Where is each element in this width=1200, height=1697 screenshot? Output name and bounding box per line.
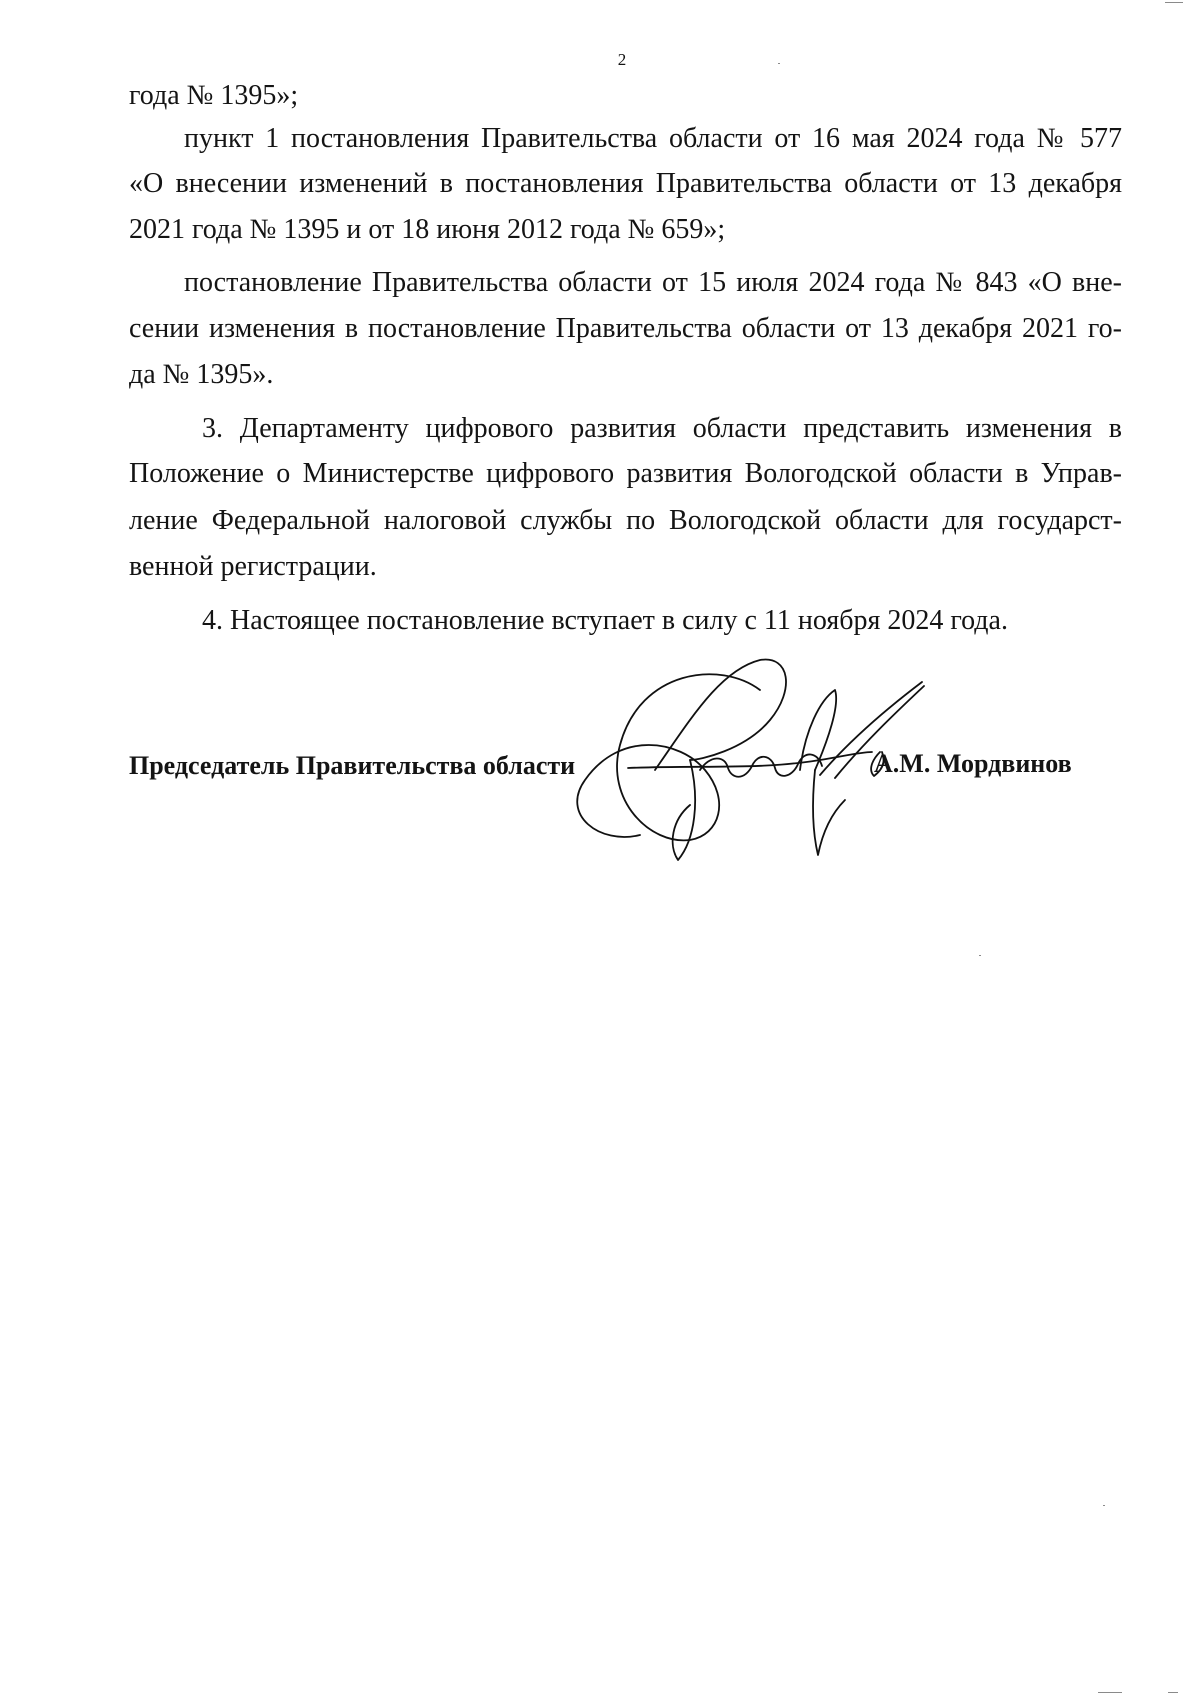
body-line: Положение о Министерстве цифрового развития Вологодской области в Управ- xyxy=(129,458,1122,489)
scan-speck xyxy=(1103,1505,1105,1506)
scan-speck xyxy=(778,63,780,64)
body-line: венной регистрации. xyxy=(129,551,377,582)
body-line: года № 1395»; xyxy=(129,80,299,111)
page-number: 2 xyxy=(617,50,627,69)
body-line: 4. Настоящее постановление вступает в силу с 11 ноября 2024 года. xyxy=(202,605,1008,636)
signer-position-title: Председатель Правительства области xyxy=(129,751,576,780)
body-line: постановление Правительства области от 15 июля 2024 года № 843 «О вне- xyxy=(184,267,1122,298)
scan-speck xyxy=(979,955,981,956)
body-line: 3. Департаменту цифрового развития области представить изменения в xyxy=(202,413,1122,444)
scan-speck xyxy=(1165,2,1183,3)
body-line: 2021 года № 1395 и от 18 июня 2012 года № 659»; xyxy=(129,214,726,245)
body-line: ление Федеральной налоговой службы по Вологодской области для государст- xyxy=(129,505,1122,536)
scan-speck xyxy=(1098,1692,1122,1693)
body-line: да № 1395». xyxy=(129,359,274,390)
body-line: «О внесении изменений в постановления Правительства области от 13 декабря xyxy=(129,168,1122,199)
scan-speck xyxy=(1168,1692,1178,1693)
signer-name: А.М. Мордвинов xyxy=(874,749,1072,778)
body-line: пункт 1 постановления Правительства области от 16 мая 2024 года № 577 xyxy=(184,123,1122,154)
body-line: сении изменения в постановление Правительства области от 13 декабря 2021 го- xyxy=(129,313,1122,344)
